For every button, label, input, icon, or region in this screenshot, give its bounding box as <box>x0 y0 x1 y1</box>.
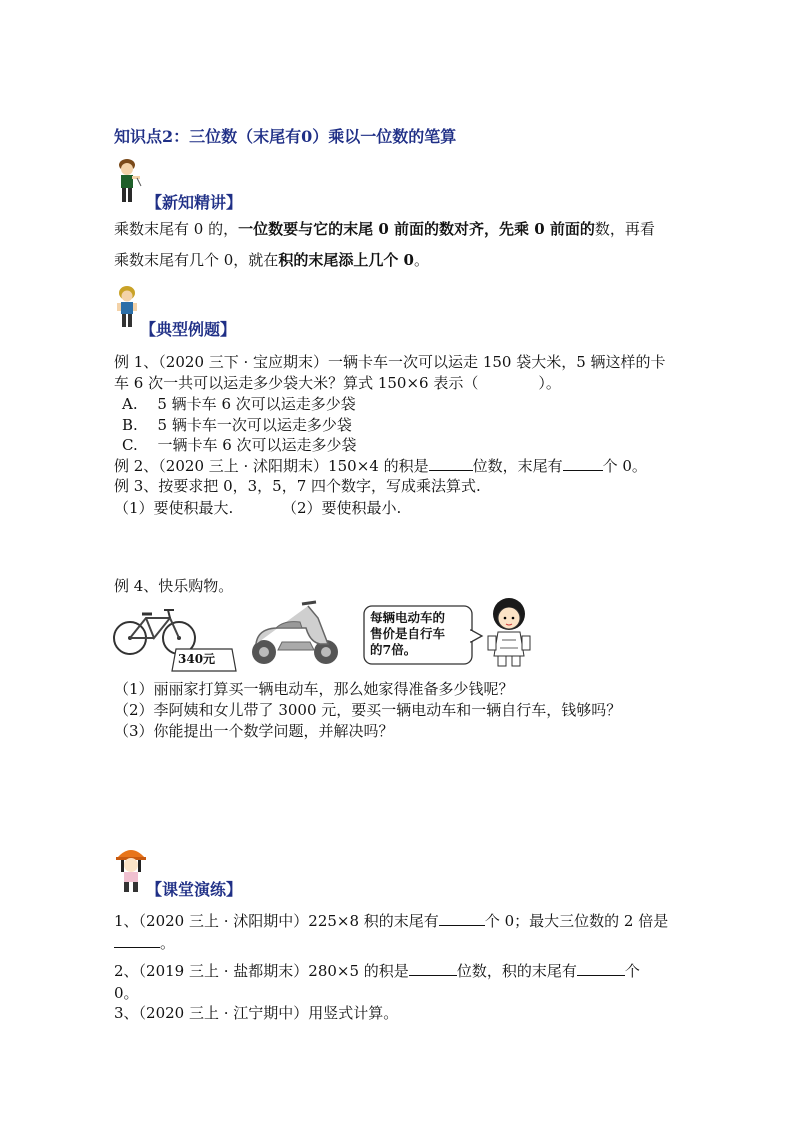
example-3-line-1: 例 3、按要求把 0，3，5，7 四个数字，写成乘法算式. <box>114 477 481 495</box>
example-4-question-3: （3）你能提出一个数学问题，并解决吗？ <box>114 722 394 740</box>
practice-text: 位数，积的末尾有 <box>456 962 577 980</box>
answer-blank[interactable] <box>429 456 473 471</box>
example-2 <box>114 456 647 476</box>
example-1-line-1: 例 1、（2020 三下 · 宝应期末）一辆卡车一次可以运走 150 袋大米，5 辆这样的卡 <box>114 353 666 371</box>
practice-1-line-1 <box>114 911 668 931</box>
section-heading-practice: 【课堂演练】 <box>146 880 243 899</box>
practice-2-line-2: 0。 <box>114 984 139 1002</box>
knowledge-line-1 <box>114 219 655 239</box>
practice-text: 个 0；最大三位数的 2 倍是 <box>484 912 669 930</box>
knowledge-bold-text: 一位数要与它的末尾 0 前面的数对齐，先乘 0 前面的 <box>238 220 595 238</box>
example-1-option-b: B. 5 辆卡车一次可以运走多少袋 <box>122 416 352 434</box>
example-4-question-2: （2）李阿姨和女儿带了 3000 元，要买一辆电动车和一辆自行车，钱够吗？ <box>114 701 622 719</box>
answer-blank[interactable] <box>114 933 160 948</box>
speech-bubble-line: 的7倍。 <box>370 642 417 657</box>
speech-bubble-line: 每辆电动车的 <box>370 610 446 625</box>
answer-blank[interactable] <box>439 911 485 926</box>
example-2-text: 个 0。 <box>602 457 647 475</box>
price-tag-label: 340元 <box>178 652 216 666</box>
example-2-text: 例 2、（2020 三上 · 沭阳期末）150×4 的积是 <box>114 457 429 475</box>
example-1-option-a: A. 5 辆卡车 6 次可以运走多少袋 <box>122 395 356 413</box>
knowledge-line-2 <box>114 250 429 270</box>
practice-text: 。 <box>160 934 176 952</box>
knowledge-bold-text: 积的末尾添上几个 0 <box>278 251 414 269</box>
teacher-boy-icon <box>113 156 143 206</box>
example-3-question-1: （1）要使积最大. <box>114 499 234 517</box>
answer-blank[interactable] <box>577 961 625 976</box>
practice-2-line-1 <box>114 961 640 981</box>
example-1-option-c: C. 一辆卡车 6 次可以运走多少袋 <box>122 436 357 454</box>
section-heading-examples: 【典型例题】 <box>140 320 237 339</box>
practice-text: 2、（2019 三上 · 盐都期末）280×5 的积是 <box>114 962 409 980</box>
girl-speaker-icon <box>484 596 534 670</box>
speech-bubble-text <box>370 610 445 658</box>
section-heading-new-knowledge: 【新知精讲】 <box>146 193 243 212</box>
practice-3: 3、（2020 三上 · 江宁期中）用竖式计算。 <box>114 1004 399 1022</box>
knowledge-text: 乘数末尾有几个 0，就在 <box>114 251 279 269</box>
example-1-line-2: 车 6 次一共可以运走多少袋大米？算式 150×6 表示（ ）。 <box>114 374 561 392</box>
girl-with-hat-icon <box>113 844 149 894</box>
girl-icon <box>113 283 143 331</box>
knowledge-text: 数，再看 <box>594 220 655 238</box>
speech-bubble-line: 售价是自行车 <box>370 626 446 641</box>
example-2-text: 位数，末尾有 <box>472 457 563 475</box>
answer-blank[interactable] <box>563 456 603 471</box>
knowledge-text: 乘数末尾有 0 的， <box>114 220 239 238</box>
practice-1-line-2 <box>114 933 175 953</box>
example-3-question-2: （2）要使积最小. <box>282 499 402 517</box>
electric-scooter-icon <box>248 598 344 668</box>
knowledge-text: 。 <box>414 251 430 269</box>
practice-text: 1、（2020 三上 · 沭阳期中）225×8 积的末尾有 <box>114 912 439 930</box>
example-4-line-1: 例 4、快乐购物。 <box>114 577 234 595</box>
example-4-question-1: （1）丽丽家打算买一辆电动车，那么她家得准备多少钱呢？ <box>114 680 514 698</box>
page-title: 知识点2：三位数（末尾有0）乘以一位数的笔算 <box>114 127 457 146</box>
answer-blank[interactable] <box>409 961 457 976</box>
practice-text: 个 <box>624 962 640 980</box>
